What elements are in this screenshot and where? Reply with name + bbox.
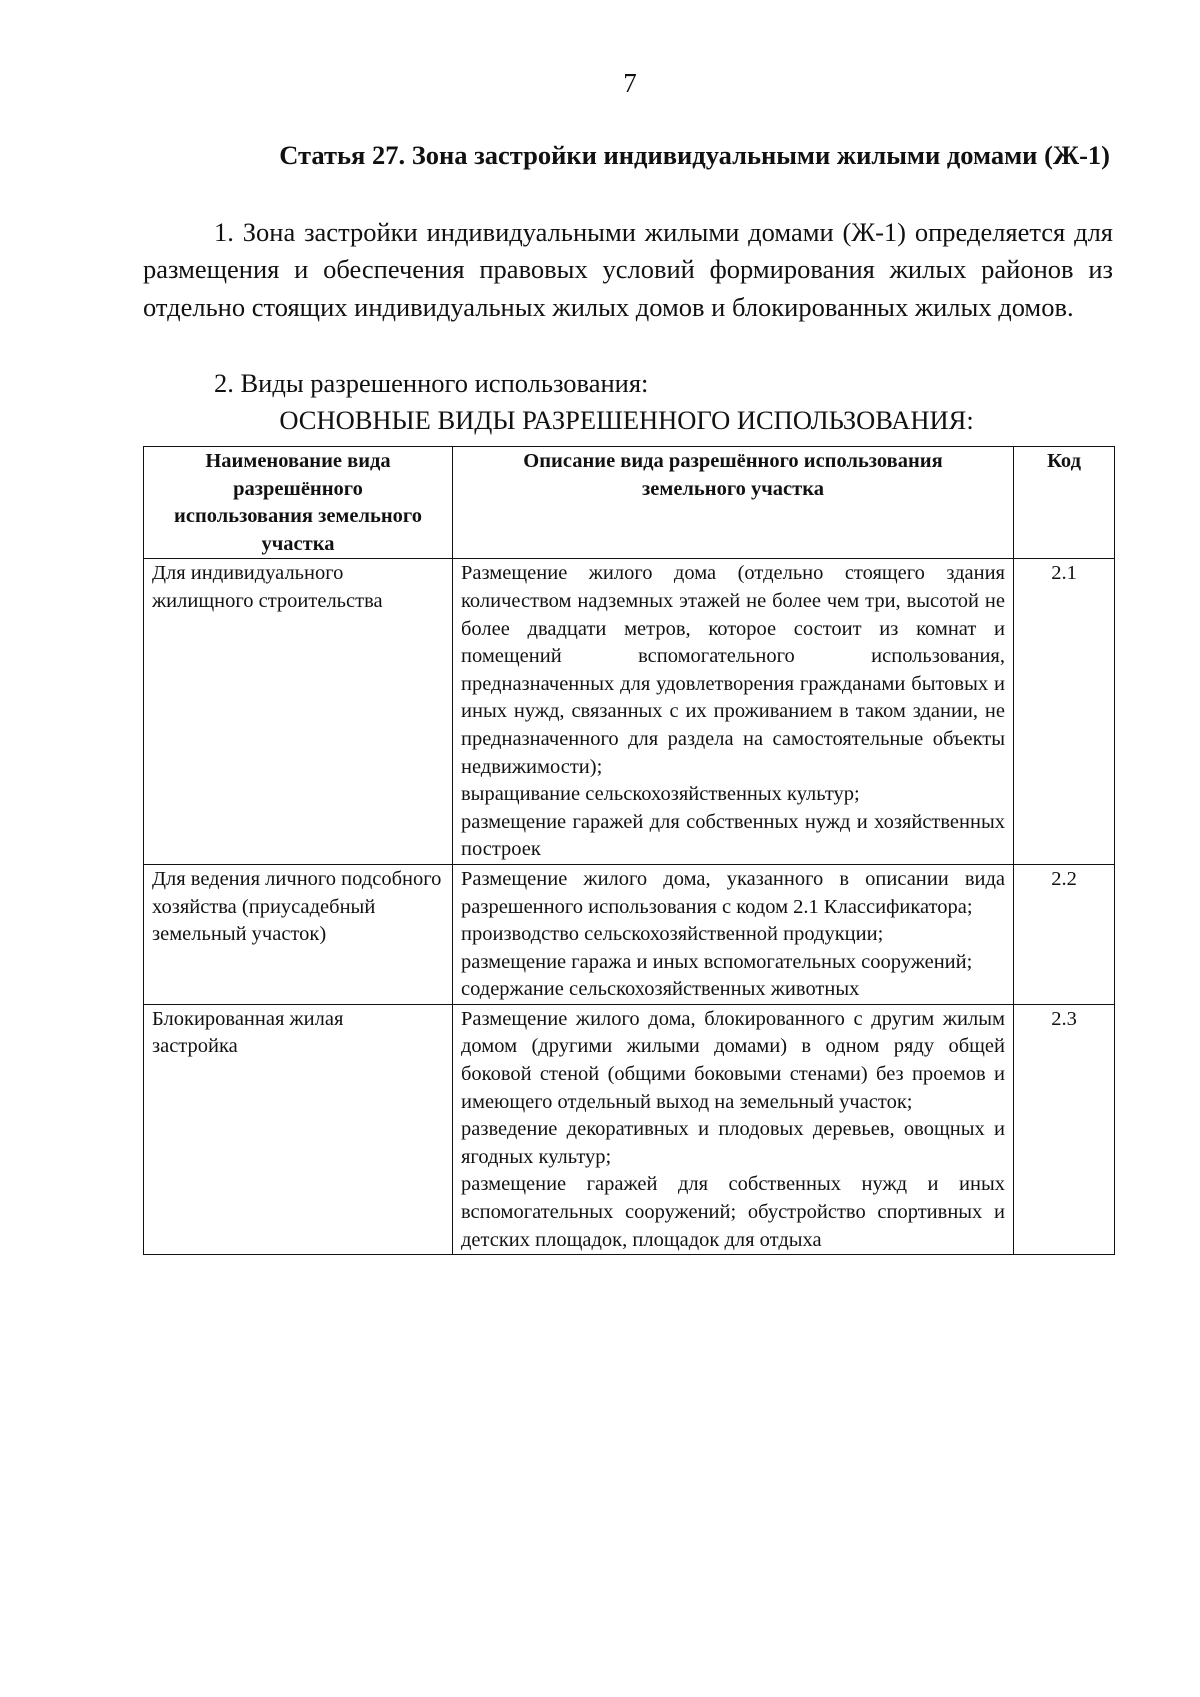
table-row [144,864,1115,1004]
page-number: 7 [623,68,637,98]
description-item: Размещение жилого дома, блокированного с другим жилым домом (другими жилыми домами) в одном ряду общей боковой стеной (общими боковыми стенами) без проемов и имеющего отдельный выход на земельный участок; [461,1007,1005,1113]
table-row [144,1004,1115,1254]
description-item: содержание сельскохозяйственных животных [461,978,860,1001]
table-heading: ОСНОВНЫЕ ВИДЫ РАЗРЕШЕННОГО ИСПОЛЬЗОВАНИЯ: [279,405,974,435]
description-item: выращивание сельскохозяйственных культур; [461,783,860,806]
article-title: Статья 27. Зона застройки индивидуальными жилыми домами (Ж-1) [279,140,1110,170]
header-code: Код [1014,447,1115,559]
table-row [144,559,1115,865]
row-name: Для ведения личного подсобного хозяйства (приусадебный земельный участок) [144,864,453,1004]
row-description [453,559,1014,865]
description-item: размещение гаражей для собственных нужд и хозяйственных построек [461,810,1005,861]
description-item: Размещение жилого дома (отдельно стоящего здания количеством надземных этажей не более чем три, высотой не более двадцати метров, которое состоит из комнат и помещений вспомогательного использования, предназначенных для удовлетворения гражданами бытовых и иных нужд, связанных с их проживанием в таком здании, не предназначенного для раздела на самостоятельные объекты недвижимости); [461,562,1005,778]
permitted-uses-table [143,446,1115,1255]
paragraph-zone-definition: 1. Зона застройки индивидуальными жилыми домами (Ж-1) определяется для размещения и обеспечения правовых условий формирования жилых районов из отдельно стоящих индивидуальных жилых домов и блокированных жилых домов. [143,216,1113,322]
description-item: размещение гаража и иных вспомогательных сооружений; [461,950,973,973]
row-name: Блокированная жилая застройка [144,1004,453,1254]
description-item: разведение декоративных и плодовых деревьев, овощных и ягодных культур; [461,1118,1005,1168]
row-description [453,1004,1014,1254]
description-item: размещение гаражей для собственных нужд и иных вспомогательных сооружений; обустройство спортивных и детских площадок, площадок для отдыха [461,1173,1005,1251]
row-code: 2.2 [1014,864,1115,1004]
row-name: Для индивидуального жилищного строительства [144,559,453,865]
row-description [453,864,1014,1004]
header-description: Описание вида разрешённого использования земельного участка [453,447,1014,559]
row-code: 2.1 [1014,559,1115,865]
table-header-row [144,447,1115,559]
description-item: Размещение жилого дома, указанного в описании вида разрешенного использования с кодом 2.1 Классификатора; [461,867,1005,918]
header-name: Наименование вида разрешённого использования земельного участка [144,447,453,559]
paragraph-permitted-uses: 2. Виды разрешенного использования: [214,367,649,398]
row-code: 2.3 [1014,1004,1115,1254]
description-item: производство сельскохозяйственной продукции; [461,923,884,946]
